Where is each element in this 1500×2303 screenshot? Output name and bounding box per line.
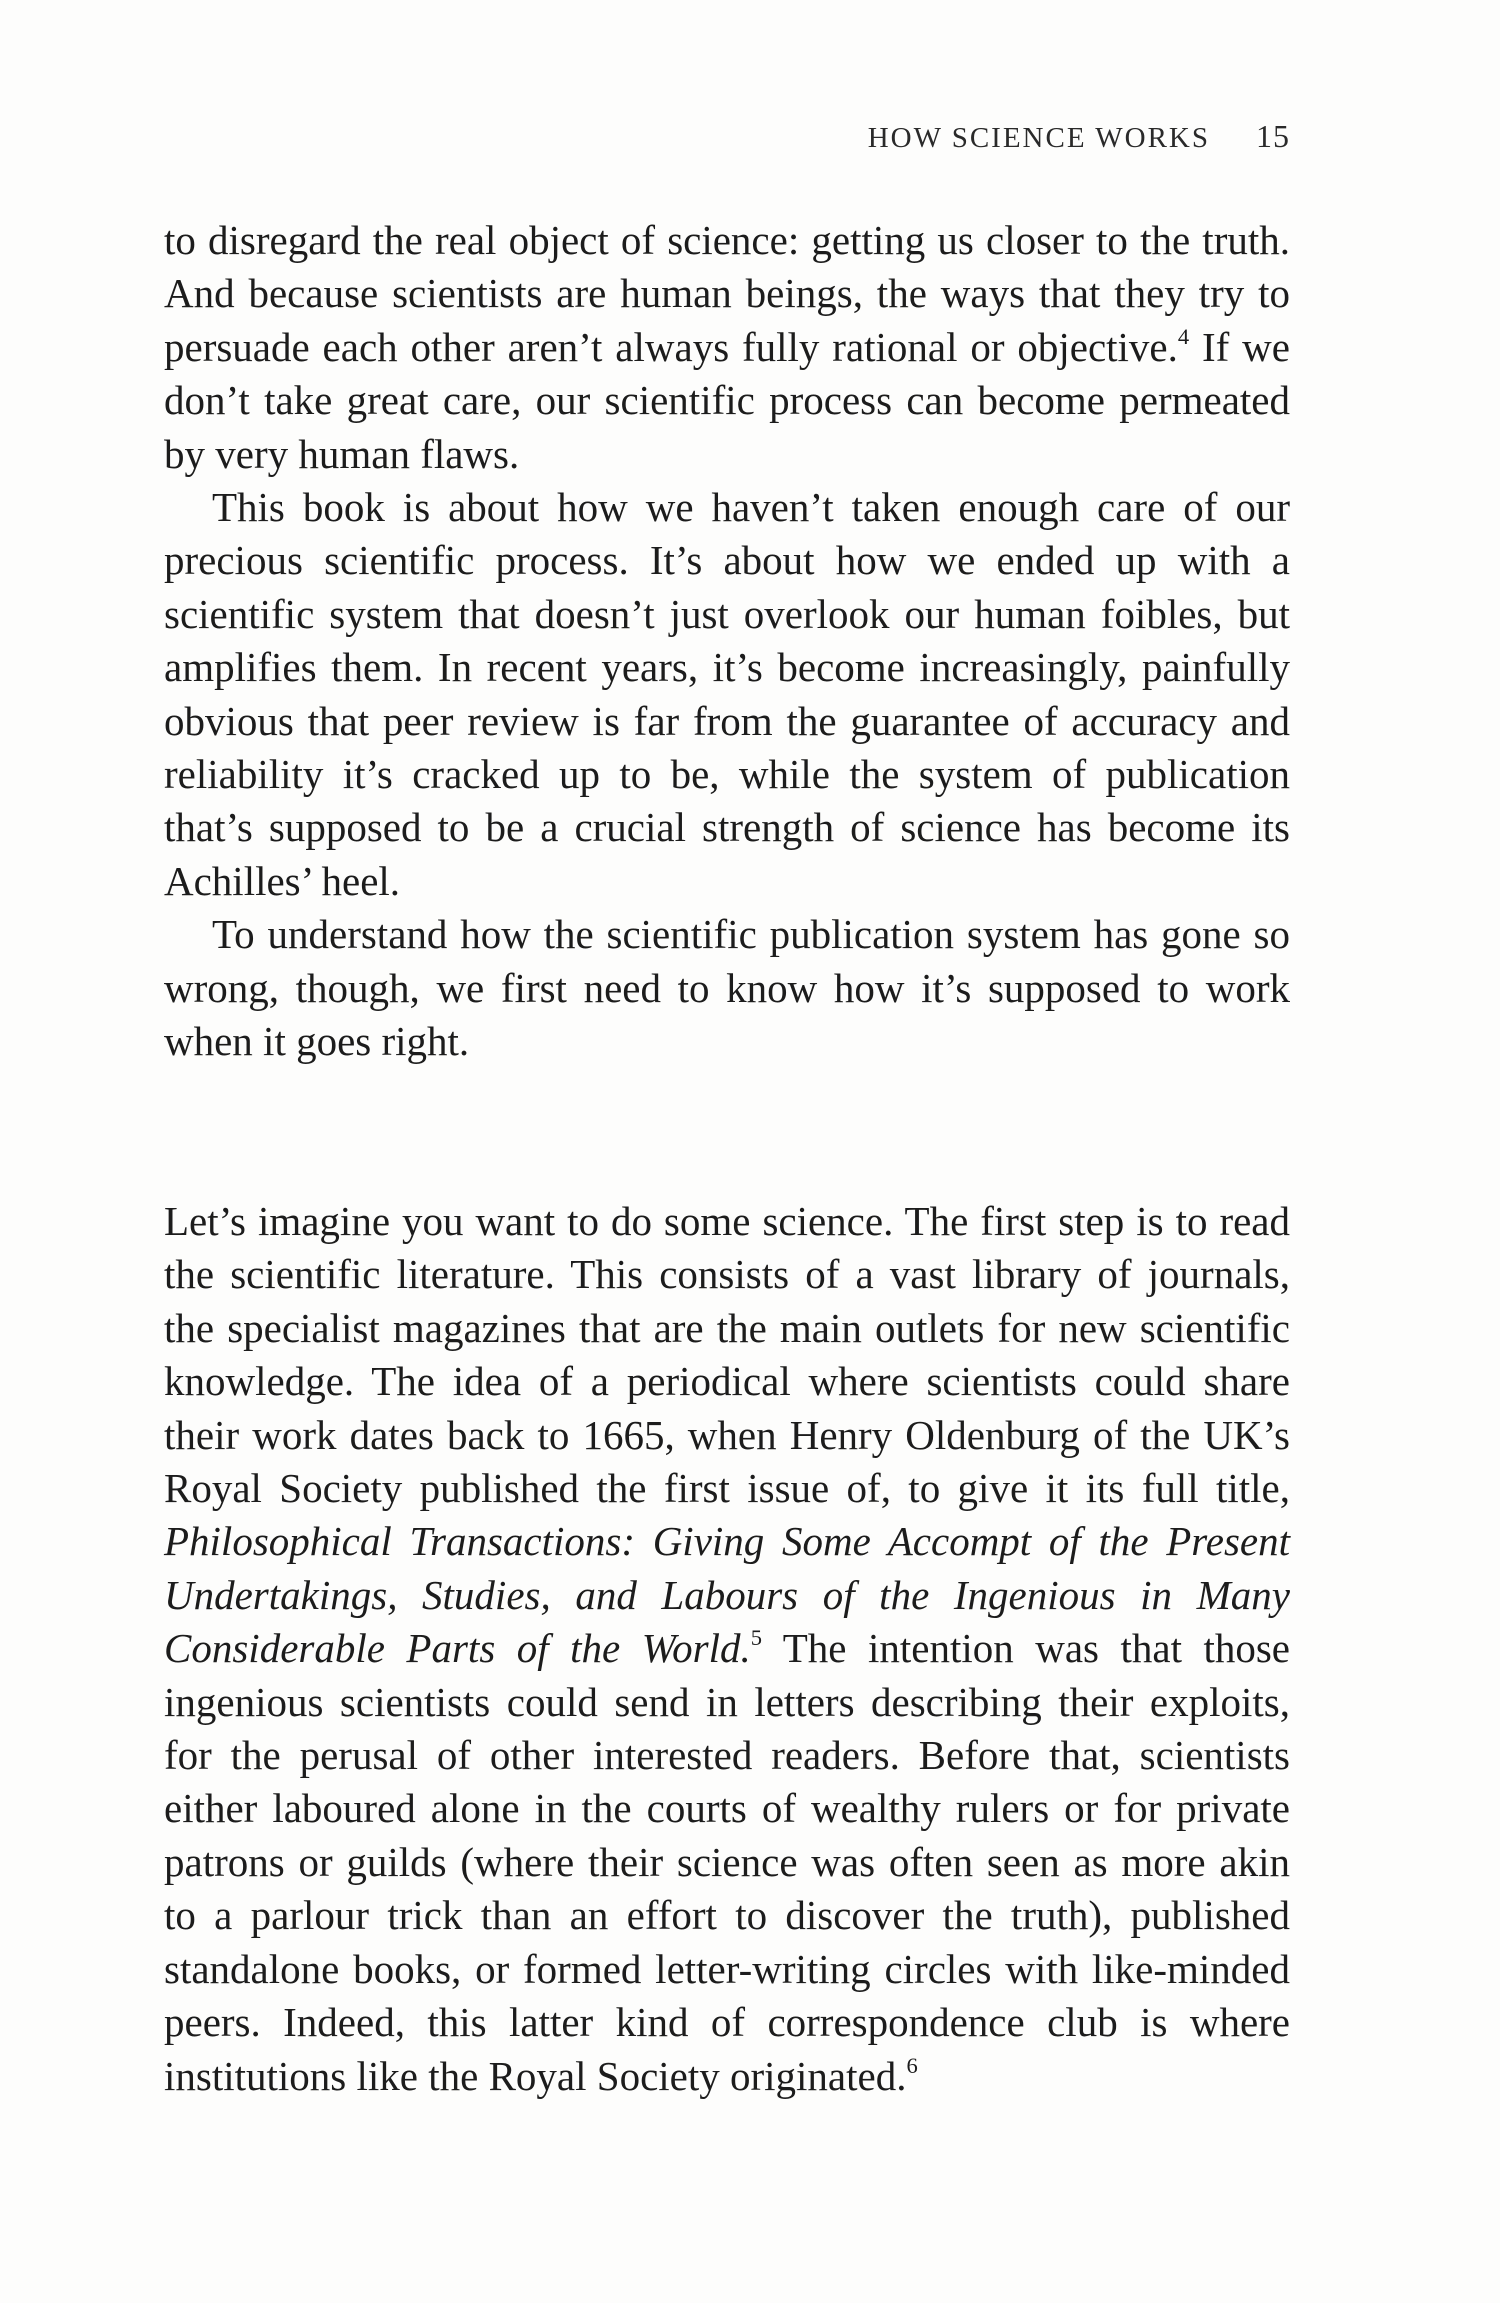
section-2	[164, 1195, 1290, 2103]
running-title: HOW SCIENCE WORKS	[867, 122, 1210, 154]
paragraph-text: Let’s imagine you want to do some science. The first step is to read the scientific literature. This consists of a vast library of journals, the specialist magazines that are the main outlets for new scientific knowledge. The idea of a periodical where scientists could share their work dates back to 1665, when Henry Oldenburg of the UK’s Royal Society published the first issue of, to give it its full title,	[164, 1198, 1290, 1512]
footnote-marker[interactable]: 6	[906, 2052, 918, 2078]
paragraph: To understand how the scientific publication system has gone so wrong, though, we first need to know how it’s supposed to work when it goes right.	[164, 911, 1290, 1065]
section-1	[164, 214, 1290, 1069]
paragraph-text: to disregard the real object of science: getting us closer to the truth. And because scientists are human beings, the ways that they try to persuade each other aren’t always fully rational or objective.	[164, 217, 1290, 370]
footnote-marker[interactable]: 5	[750, 1625, 762, 1651]
footnote-marker[interactable]: 4	[1177, 323, 1190, 349]
paragraph-text: The intention was that those ingenious scientists could send in letters describing their exploits, for the perusal of other interested readers. Before that, scientists either laboured alone in the courts of wealthy rulers or for private patrons or guilds (where their science was often seen as more akin to a parlour trick than an effort to discover the truth), published standalone books, or formed letter-writing circles with like-minded peers. Indeed, this latter kind of correspondence club is where institutions like the Royal Society originated.	[164, 1625, 1290, 2099]
paragraph-text: If we don’t take great care, our scientific process can become permeated by very human flaws.	[164, 323, 1290, 477]
journal-title: Philosophical Transactions: Giving Some Accompt of the Present Undertakings, Studies, and Labours of the Ingenious in Many Considerable Parts of the World.	[164, 1518, 1290, 1672]
page-number: 15	[1256, 118, 1290, 154]
paragraph	[164, 214, 1290, 481]
paragraph	[164, 1195, 1290, 2103]
running-head	[833, 118, 1290, 158]
paragraph: This book is about how we haven’t taken enough care of our precious scientific process. It’s about how we ended up with a scientific system that doesn’t just overlook our human foibles, but amplifies them. In recent years, it’s become increasingly, painfully obvious that peer review is far from the guarantee of accuracy and reliability it’s cracked up to be, while the system of publication that’s supposed to be a crucial strength of science has become its Achilles’ heel.	[164, 484, 1290, 904]
